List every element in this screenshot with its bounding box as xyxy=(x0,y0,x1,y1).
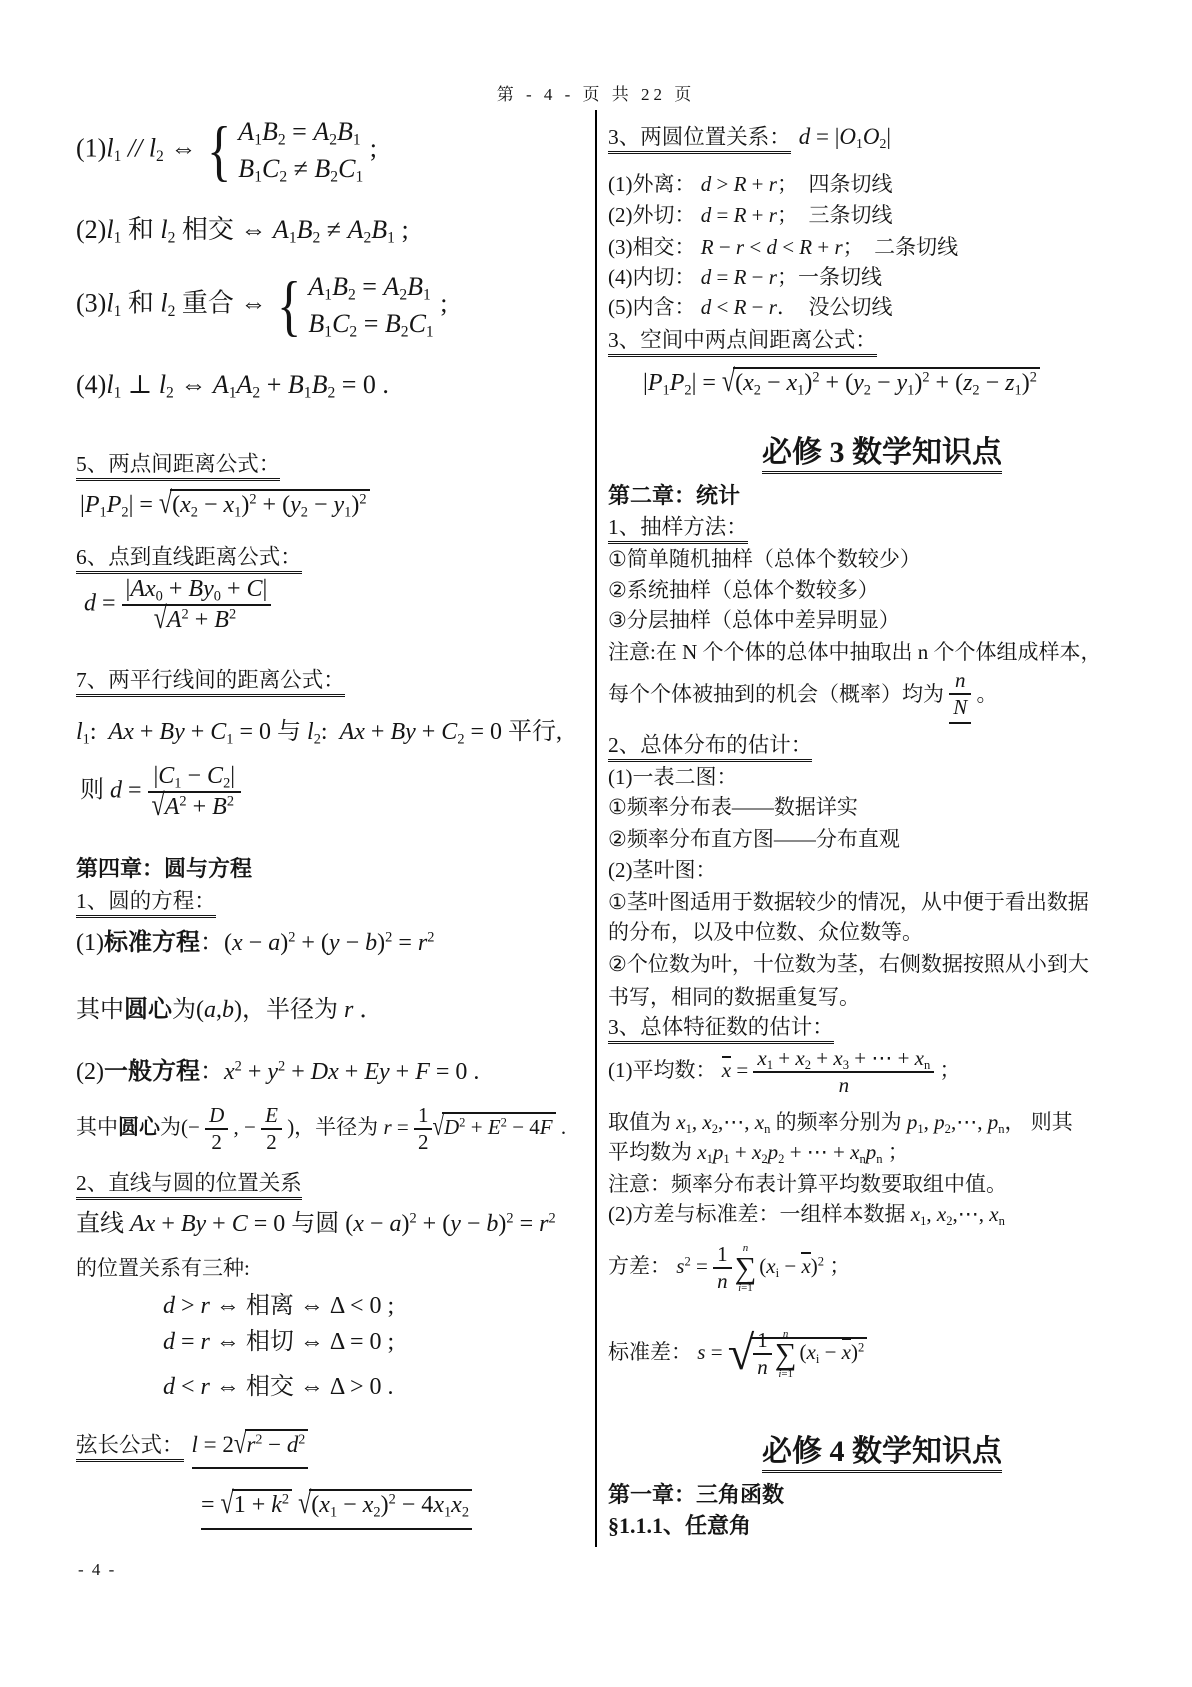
note-sampling-2: 每个个体被抽到的机会（概率）均为 $\frac{n}{N}$ 。 xyxy=(608,668,998,724)
heading-label: 3、总体特征数的估计： xyxy=(608,1015,834,1044)
text-variance-intro: (2)方差与标准差：一组样本数据 $x_1$, $x_2,\cdots$, $x_n$ xyxy=(608,1202,1005,1228)
text-circle-center-radius: 其中圆心为(a,b)，半径为 r ． xyxy=(76,997,384,1023)
formula-space-distance: $|P_1P_2| = √(x_2 - x_1)^2 + (y_2 - y_1)^2 + (z_2 - z_1)^2$ xyxy=(643,368,1040,399)
heading-label: 1、抽样方法： xyxy=(608,515,748,544)
heading-parallel-lines-distance xyxy=(76,667,345,695)
item-sampling-3: ③分层抽样（总体中差异明显） xyxy=(608,608,900,632)
text-stem-leaf-1: ①茎叶图适用于数据较少的情况，从中便于看出数据 xyxy=(608,890,1089,914)
item-sampling-2: ②系统抽样（总体个数较多） xyxy=(608,578,879,602)
item-stem-leaf: (2)茎叶图： xyxy=(608,858,717,882)
title-bixiu3 xyxy=(608,433,1156,472)
page-header: 第 - 4 - 页 共 22 页 xyxy=(496,85,696,104)
note-mean: 注意：频率分布表计算平均数要取组中值。 xyxy=(608,1172,1007,1196)
formula-coincide-condition: $(3)l_1$ 和 $l_2$ 重合 ⇔ { $A_1B_2 = A_2B_1$ $B_1C_2 = B_2C_1$ ; xyxy=(76,267,448,343)
heading-label: 5、两点间距离公式： xyxy=(76,452,280,481)
formula-circle-standard: (1)标准方程：$(x - a)^2 + (y - b)^2 = r^2$ xyxy=(76,929,435,956)
item-circle-relation-3: (3)相交： R − r < d < R + r； 二条切线 xyxy=(608,235,959,259)
item-table-two-charts: (1)一表二图： xyxy=(608,765,738,789)
text-stem-leaf-3: ②个位数为叶，十位数为茎，右侧数据按照从小到大 xyxy=(608,952,1089,976)
text-three-relations: 的位置关系有三种: xyxy=(76,1256,250,1280)
formula-chord-length-2: = $√1 + k^2$ $√(x_1 - x_2)^2 - 4x_1x_2$ xyxy=(201,1490,472,1530)
formula-variance: 方差： $s^2$ = $\frac{1}{n}$ n ∑ i=1 $(x_i - x)^2$ ； xyxy=(608,1241,851,1294)
text-stem-leaf-4: 书写，相同的数据重复写。 xyxy=(608,985,860,1009)
note-sampling-1: 注意:在 N 个个体的总体中抽取出 n 个个体组成样本， xyxy=(608,640,1102,664)
column-divider xyxy=(595,110,597,1547)
section-heading-any-angle: §1.1.1、任意角 xyxy=(608,1513,752,1538)
item-circle-relation-5: (5)内含： d < R − r． 没公切线 xyxy=(608,295,893,319)
heading-label: 2、总体分布的估计： xyxy=(608,733,812,762)
formula-intersect-condition: $(2)l_1$ 和 $l_2$ 相交 ⇔ $A_1B_2 \ne A_2B_1$ ; xyxy=(76,215,409,247)
chord-length-expression: $l = 2√r^2 - d^2$ xyxy=(192,1432,309,1457)
item-frequency-histogram: ②频率分布直方图——分布直观 xyxy=(608,827,900,851)
heading-label: 6、点到直线距离公式： xyxy=(76,545,302,574)
item-frequency-table: ①频率分布表——数据详实 xyxy=(608,795,858,819)
heading-two-point-distance xyxy=(76,451,280,479)
heading-two-circle-relation xyxy=(608,122,891,152)
text-stem-leaf-2: 的分布，以及中位数、众位数等。 xyxy=(608,920,923,944)
formula-parallel-condition: $(1)l_1 // l_2$ ⇔ { $A_1B_2 = A_2B_1$ $B_1C_2 \ne B_2C_1$ ; xyxy=(76,112,377,188)
two-circle-distance-expression: $d = |O_1O_2|$ xyxy=(798,124,892,152)
chapter-heading-circle: 第四章：圆与方程 xyxy=(76,856,253,881)
page-footer: - 4 - xyxy=(78,1560,117,1579)
formula-point-line-distance: d = $\frac{|Ax_0 + By_0 + C|}{√A^2 + B^2}$ xyxy=(84,575,271,635)
heading-label: 1、圆的方程： xyxy=(76,889,216,918)
heading-circle-equation xyxy=(76,888,216,916)
formula-relation-separate: d > r ⇔ 相离 ⇔ Δ < 0 ; xyxy=(163,1293,395,1319)
heading-label: 7、两平行线间的距离公式： xyxy=(76,668,345,697)
formula-stddev: 标准差： s = √ $\frac{1}{n}$ n ∑ i=1 $(x_i - x)^2$ xyxy=(608,1328,867,1380)
formula-circle-general-center: 其中圆心为(− $\frac{D}{2}$ , − $\frac{E}{2}$ )，半径为 r = $\frac{1}{2}$ $√D^2 + E^2 - 4F$ . xyxy=(76,1103,567,1155)
formula-relation-intersect: d < r ⇔ 相交 ⇔ Δ > 0 . xyxy=(163,1374,394,1400)
heading-label: 弦长公式： xyxy=(76,1433,184,1462)
formula-parallel-lines-distance: 则 d = $\frac{|C_1 - C_2|}{√A^2 + B^2}$ xyxy=(80,762,241,822)
chapter-heading-trig: 第一章：三角函数 xyxy=(608,1482,785,1507)
title-label: 必修 3 数学知识点 xyxy=(762,436,1002,474)
formula-chord-length xyxy=(76,1427,308,1469)
item-sampling-1: ①简单随机抽样（总体个数较少） xyxy=(608,547,921,571)
formula-relation-tangent: d = r ⇔ 相切 ⇔ Δ = 0 ; xyxy=(163,1329,395,1355)
formula-mean: (1)平均数： x = $\frac{x_1 + x_2 + x_3 + \cdots + x_n}{n}$ ； xyxy=(608,1046,961,1098)
heading-space-distance xyxy=(608,327,877,355)
heading-characteristic-numbers xyxy=(608,1014,834,1042)
heading-line-circle-relation xyxy=(76,1170,302,1198)
formula-two-point-distance: $|P_1P_2| = √(x_2 - x_1)^2 + (y_2 - y_1)^2$ xyxy=(80,490,370,521)
heading-sampling-methods xyxy=(608,514,748,542)
formula-parallel-lines-setup: $l_1$: $Ax + By + C_1 = 0$ 与 $l_2$: $Ax + By + C_2 = 0$ 平行, xyxy=(76,719,563,748)
item-circle-relation-4: (4)内切： d = R − r；一条切线 xyxy=(608,265,882,289)
title-bixiu4 xyxy=(608,1432,1156,1471)
heading-label: 3、空间中两点间距离公式： xyxy=(608,328,877,357)
item-circle-relation-2: (2)外切： d = R + r； 三条切线 xyxy=(608,203,893,227)
chapter-heading-statistics: 第二章：统计 xyxy=(608,483,741,508)
formula-line-circle: 直线 Ax + By + C = 0 与圆 $(x - a)^2 + (y - b)^2 = r^2$ xyxy=(76,1210,556,1237)
text-weighted-mean-1: 取值为 $x_1$, $x_2,\cdots$, $x_n$ 的频率分别为 $p_1$, $p_2,\cdots$, $p_n$， 则其 xyxy=(608,1110,1073,1136)
formula-circle-general: (2)一般方程：$x^2 + y^2 + Dx + Ey + F = 0$ . xyxy=(76,1058,480,1085)
text-weighted-mean-2: 平均数为 $x_1p_1 + x_2p_2$ + ⋯ + $x_np_n$ ； xyxy=(608,1140,909,1166)
heading-label: 3、两圆位置关系： xyxy=(608,125,791,154)
heading-point-line-distance xyxy=(76,544,302,572)
heading-distribution-estimate xyxy=(608,732,812,760)
heading-label: 2、直线与圆的位置关系 xyxy=(76,1171,302,1200)
item-circle-relation-1: (1)外离： d > R + r； 四条切线 xyxy=(608,172,893,196)
title-label: 必修 4 数学知识点 xyxy=(762,1435,1002,1473)
formula-perpendicular-condition: $(4)l_1$ ⊥ $l_2$ ⇔ $A_1A_2 + B_1B_2 = 0$ . xyxy=(76,370,389,402)
